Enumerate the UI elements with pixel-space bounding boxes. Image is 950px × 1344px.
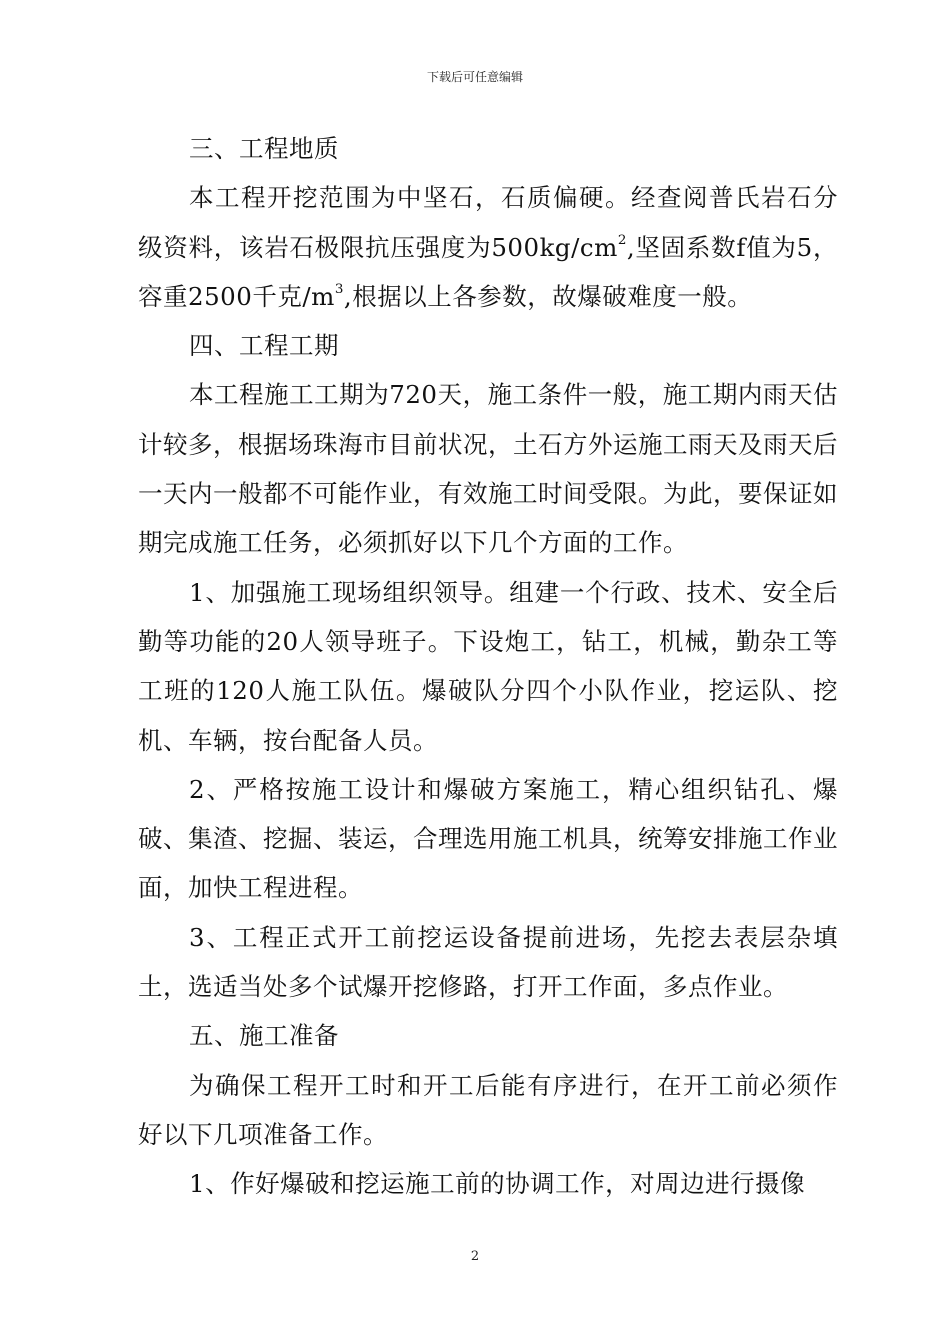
paragraph-geology: [138, 173, 838, 321]
paragraph-item-3: 3、工程正式开工前挖运设备提前进场，先挖去表层杂填土，选适当处多个试爆开挖修路，打开工作面，多点作业。: [138, 922, 838, 1002]
superscript: 2: [617, 231, 627, 248]
paragraph-item-1: 1、加强施工现场组织领导。组建一个行政、技术、安全后勤等功能的20人领导班子。下设炮工，钻工，机械，勤杂工等工班的120人施工队伍。爆破队分四个小队作业，挖运队、挖机、车辆，按台配备人员。: [138, 577, 838, 755]
paragraph-schedule: 本工程施工工期为720天，施工条件一般，施工期内雨天估计较多，根据场珠海市目前状况，土石方外运施工雨天及雨天后一天内一般都不可能作业，有效施工时间受限。为此，要保证如期完成施工任务，必须抓好以下几个方面的工作。: [138, 380, 838, 558]
section-heading-preparation: 五、施工准备: [189, 1021, 339, 1051]
paragraph-item-2: 2、严格按施工设计和爆破方案施工，精心组织钻孔、爆破、集渣、挖掘、装运，合理选用施工机具，统筹安排施工作业面，加快工程进程。: [138, 774, 838, 903]
page-header: 下载后可任意编辑: [426, 70, 523, 84]
section-heading-schedule: 四、工程工期: [189, 331, 339, 361]
text-run: ,坚固系数f值为5，容重2500千克/m: [138, 232, 838, 311]
text-run: 本工程开挖范围为中坚石，石质偏硬。经查阅普氏岩石分级资料，该岩石极限抗压强度为500kg/cm: [138, 183, 838, 262]
section-heading-geology: 三、工程地质: [189, 134, 339, 163]
paragraph-prep-item-1: 1、作好爆破和挖运施工前的协调工作，对周边进行摄像: [189, 1169, 806, 1199]
superscript: 3: [334, 280, 344, 297]
document-body: [138, 124, 838, 1209]
page-number: 2: [470, 1249, 480, 1264]
text-run: ,根据以上各参数，故爆破难度一般。: [343, 281, 753, 311]
paragraph-preparation: 为确保工程开工时和开工后能有序进行，在开工前必须作好以下几项准备工作。: [138, 1070, 838, 1149]
